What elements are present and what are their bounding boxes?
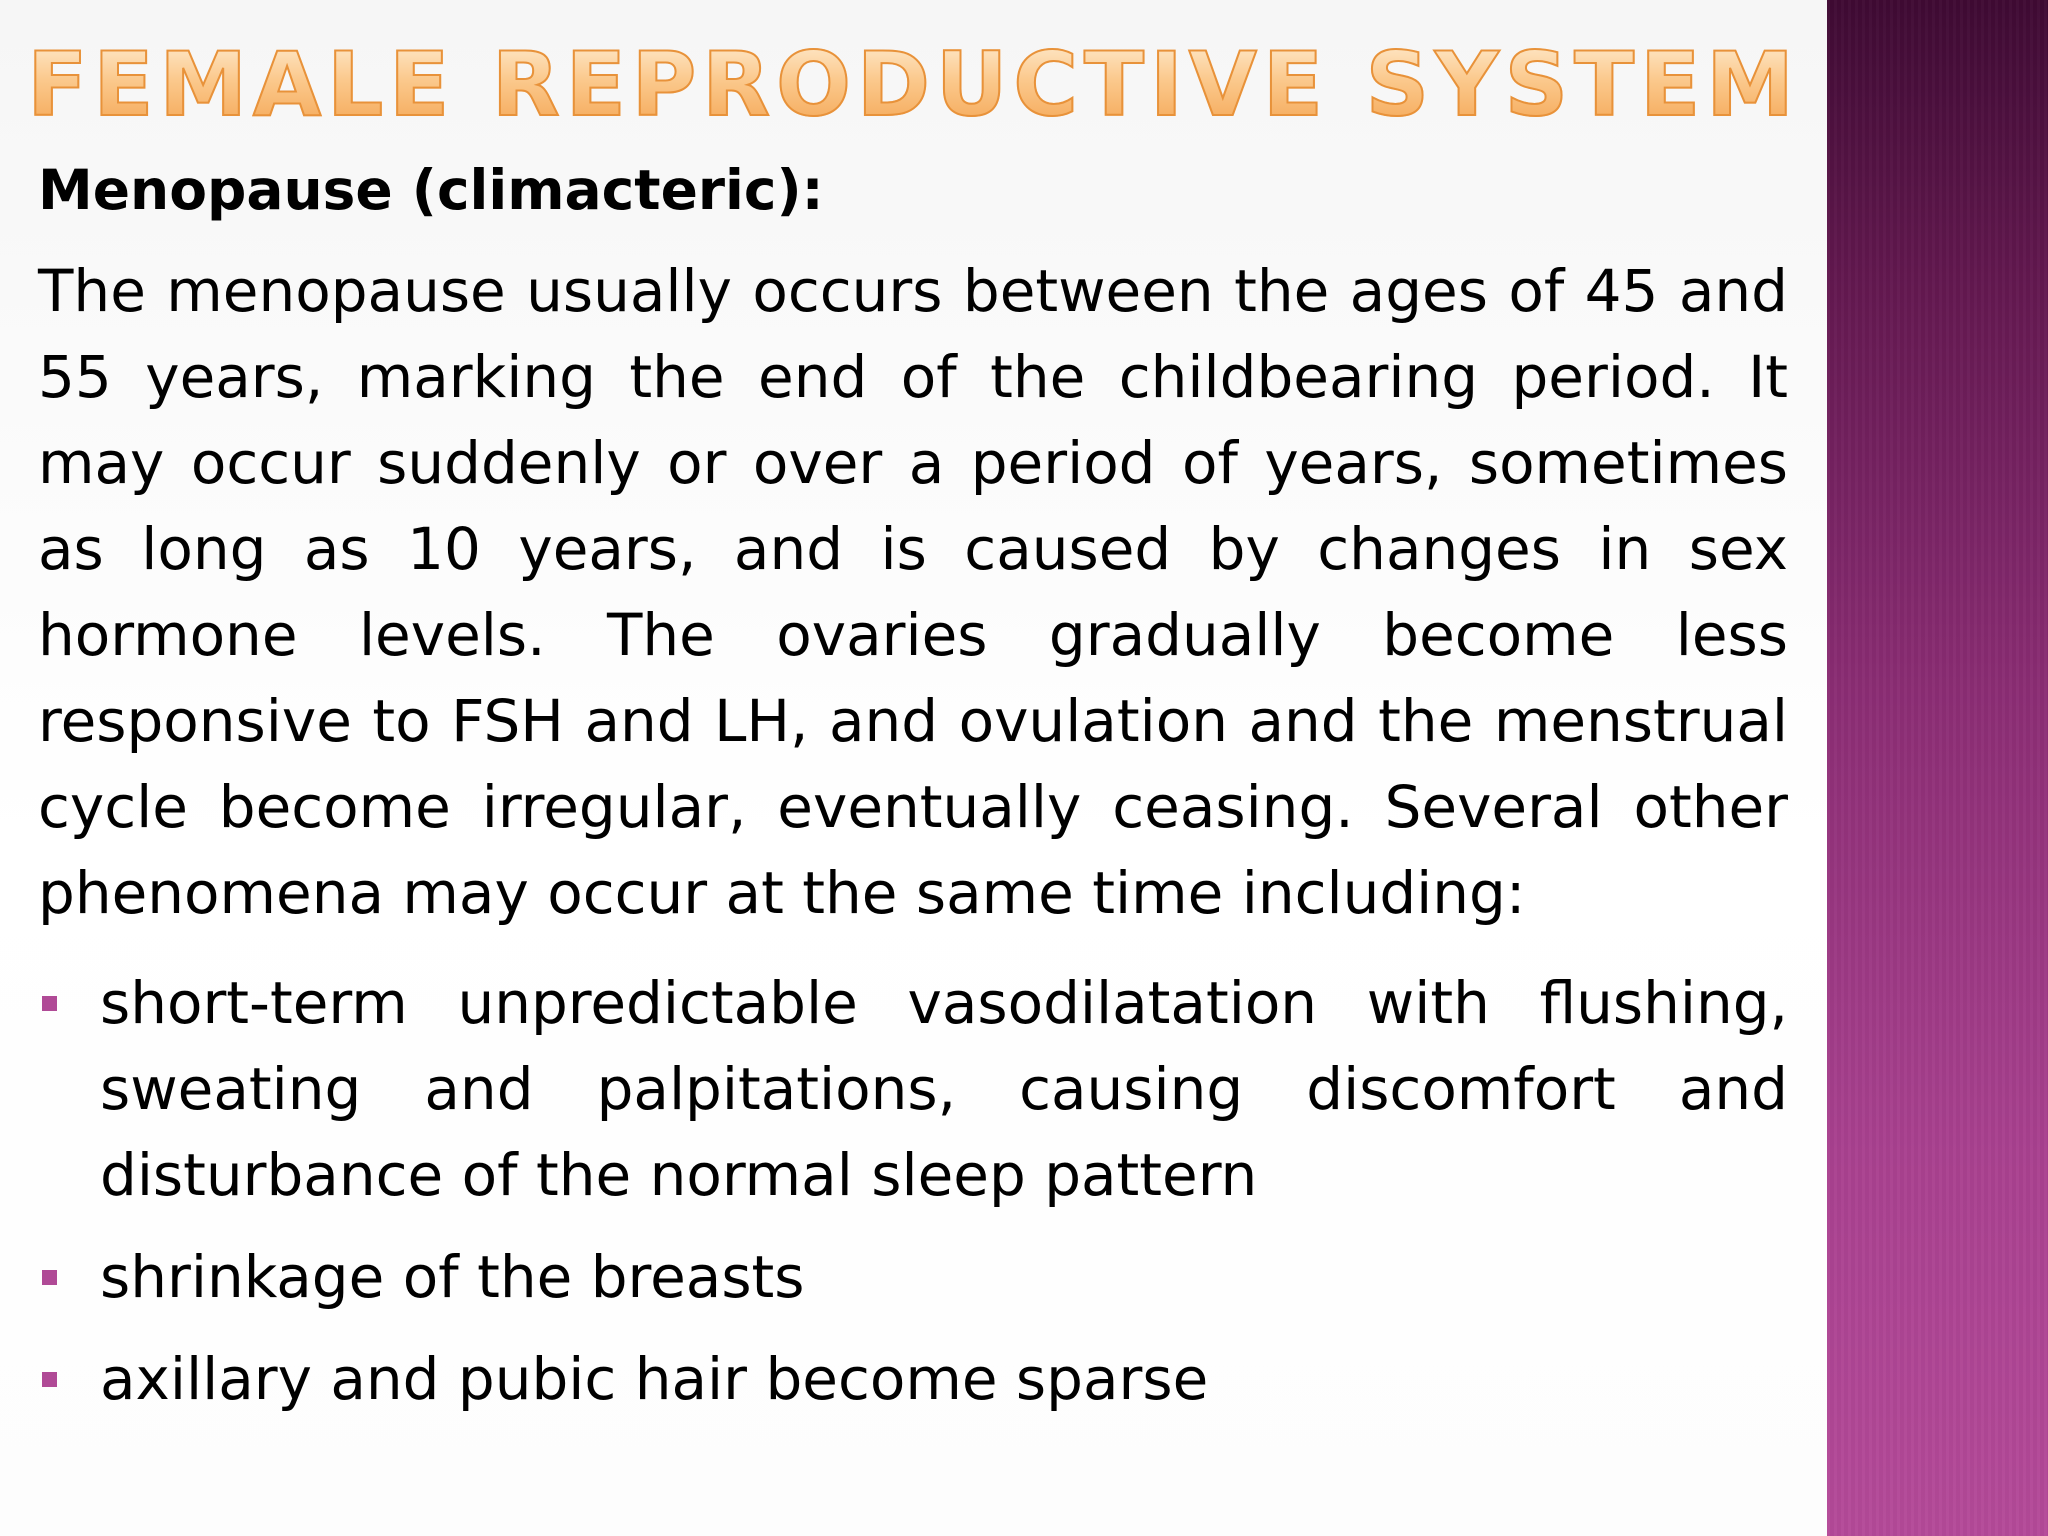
- square-bullet-icon: [42, 1372, 57, 1387]
- square-bullet-icon: [42, 996, 57, 1011]
- square-bullet-icon: [42, 1270, 57, 1285]
- section-heading: Menopause (climacteric):: [38, 158, 824, 222]
- side-bar-texture: [1827, 0, 2048, 1536]
- list-item: [38, 960, 1788, 1218]
- bullet-list: [38, 960, 1788, 1422]
- list-item-text: axillary and pubic hair become sparse: [100, 1345, 1209, 1413]
- decorative-side-bar: [1827, 0, 2048, 1536]
- body-paragraph: The menopause usually occurs between the ages of 45 and 55 years, marking the end of the childbearing period. It may occur suddenly or over a period of years, sometimes as long as 10 years, and is caused by changes in sex hormone levels. The ovaries gradually become less responsive to FSH and LH, and ovulation and the menstrual cycle become irregular, eventually ceasing. Several other phenomena may occur at the same time including:: [38, 257, 1788, 927]
- list-item-text: shrinkage of the breasts: [100, 1243, 805, 1311]
- slide-content: [38, 150, 1788, 1438]
- slide-title: FEMALE REPRODUCTIVE SYSTEM: [0, 30, 1827, 140]
- list-item: [38, 1336, 1788, 1422]
- list-item: [38, 1234, 1788, 1320]
- list-item-text: short-term unpredictable vasodilatation with flushing, sweating and palpitations, causing discomfort and disturbance of the normal sleep pattern: [100, 969, 1788, 1209]
